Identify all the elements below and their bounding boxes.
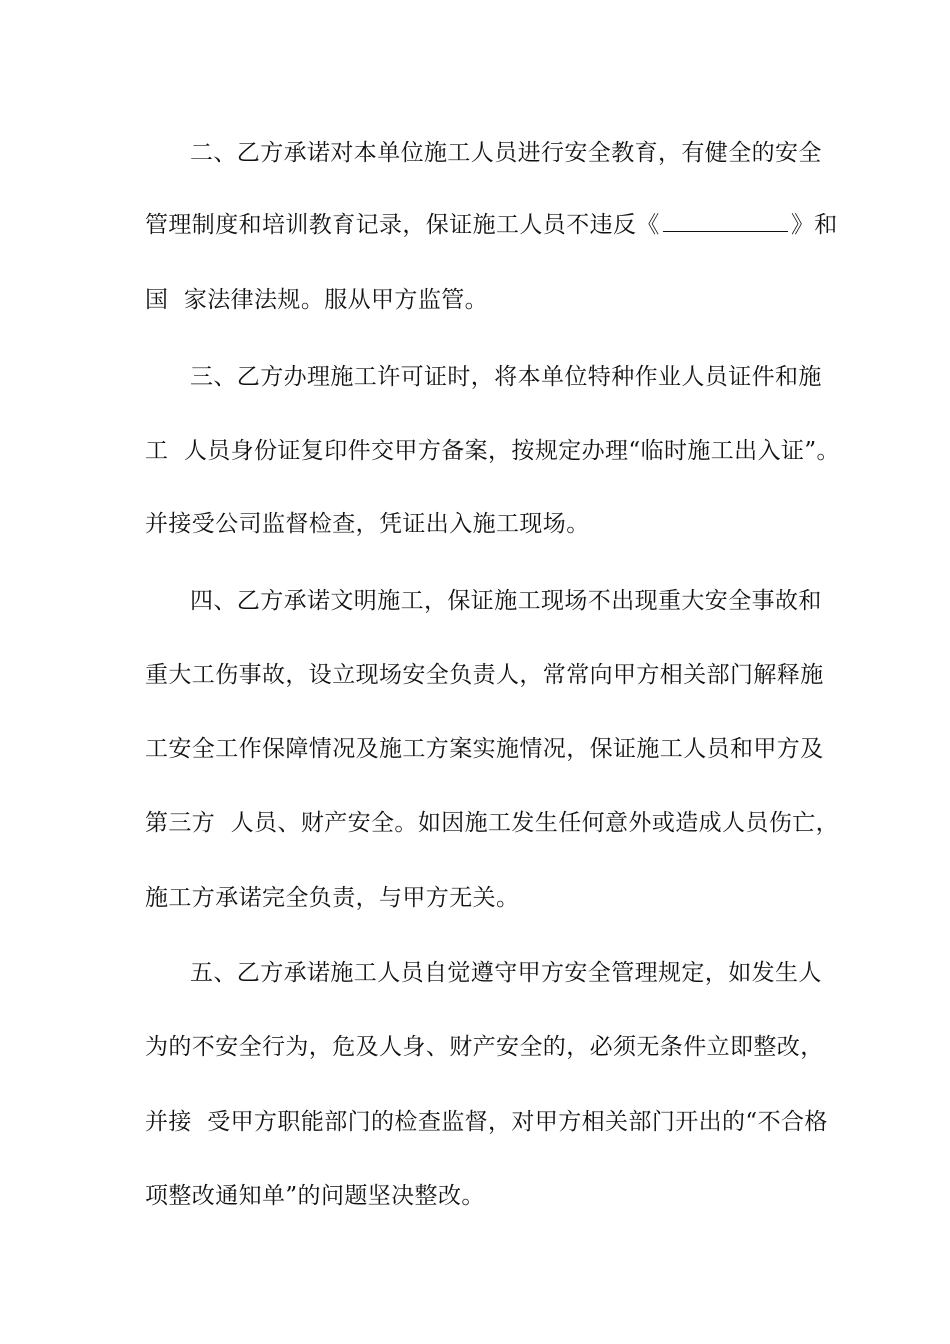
clause-4-line-5: 施工方承诺完全负责，与甲方无关。 bbox=[145, 885, 520, 911]
clause-5-line-1: 五、乙方承诺施工人员自觉遵守甲方安全管理规定，如发生人 bbox=[190, 960, 822, 986]
clause-5-line-3: 并接 受甲方职能部门的检查监督，对甲方相关部门开出的“不合格 bbox=[145, 1109, 828, 1135]
clause-2-line-3: 国 家法律法规。服从甲方监管。 bbox=[145, 287, 489, 313]
clause-4-line-4: 第三方 人员、财产安全。如因施工发生任何意外或造成人员伤亡， bbox=[145, 810, 840, 836]
clause-3-line-2: 工 人员身份证复印件交甲方备案，按规定办理“临时施工出入证”。 bbox=[145, 438, 840, 464]
clause-5-line-4: 项整改通知单”的问题坚决整改。 bbox=[145, 1183, 485, 1209]
clause-4-line-2: 重大工伤事故，设立现场安全负责人，常常向甲方相关部门解释施 bbox=[145, 662, 824, 688]
clause-3-line-1: 三、乙方办理施工许可证时，将本单位特种作业人员证件和施 bbox=[190, 364, 822, 390]
clause-3-line-3: 并接受公司监督检查，凭证出入施工现场。 bbox=[145, 511, 590, 537]
clause-2-line-2-before: 管理制度和培训教育记录，保证施工人员不违反《 bbox=[145, 212, 660, 238]
clause-4-line-3: 工安全工作保障情况及施工方案实施情况，保证施工人员和甲方及 bbox=[145, 736, 824, 762]
fill-in-blank bbox=[663, 211, 788, 232]
clause-2-line-1: 二、乙方承诺对本单位施工人员进行安全教育，有健全的安全 bbox=[190, 140, 822, 166]
clause-2-line-2 bbox=[145, 210, 838, 240]
clause-4-line-1: 四、乙方承诺文明施工，保证施工现场不出现重大安全事故和 bbox=[190, 588, 822, 614]
clause-5-line-2: 为的不安全行为，危及人身、财产安全的，必须无条件立即整改， bbox=[145, 1034, 824, 1060]
clause-2-line-2-after: 》和 bbox=[790, 212, 838, 238]
